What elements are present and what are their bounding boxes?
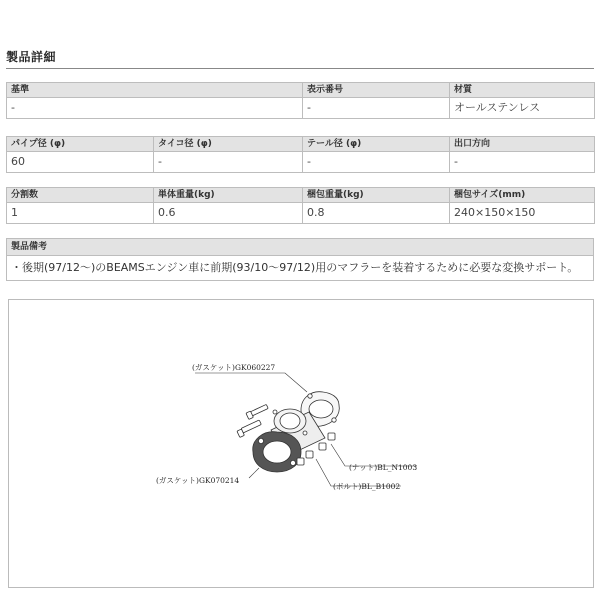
- parts-diagram: [8, 299, 594, 588]
- product-notes: [6, 238, 594, 281]
- header-package-weight: 梱包重量(kg): [303, 188, 450, 203]
- value-silencer-diameter: -: [154, 152, 303, 173]
- label-bolt: (ボルト)BL_B1002: [333, 482, 401, 491]
- notes-header: 製品備考: [7, 239, 594, 256]
- spec-table-diameters: [6, 136, 595, 173]
- gasket-bottom-shape: [253, 432, 301, 472]
- value-tail-diameter: -: [303, 152, 450, 173]
- header-material: 材質: [450, 83, 595, 98]
- label-gasket-top: (ガスケット)GK060227: [192, 363, 276, 372]
- value-pipe-diameter: 60: [7, 152, 154, 173]
- value-material: オールステンレス: [450, 98, 595, 119]
- spec-table-material: [6, 82, 595, 119]
- value-standard: -: [7, 98, 303, 119]
- value-package-weight: 0.8: [303, 203, 450, 224]
- value-segments: 1: [7, 203, 154, 224]
- label-nut: (ナット)BL_N1003: [349, 463, 418, 472]
- parts-diagram-svg: [9, 300, 593, 587]
- value-package-size: 240×150×150: [450, 203, 595, 224]
- header-package-size: 梱包サイズ(mm): [450, 188, 595, 203]
- header-unit-weight: 単体重量(kg): [154, 188, 303, 203]
- value-exit-direction: -: [450, 152, 595, 173]
- header-standard: 基準: [7, 83, 303, 98]
- leader-gasket-bottom: [249, 468, 259, 478]
- notes-text: ・後期(97/12〜)のBEAMSエンジン車に前期(93/10〜97/12)用のマフラーを装着するために必要な変換サポート。: [7, 256, 594, 281]
- header-segments: 分割数: [7, 188, 154, 203]
- value-unit-weight: 0.6: [154, 203, 303, 224]
- spec-table-weight: [6, 187, 595, 224]
- bolts-shape: [237, 404, 268, 437]
- header-exit-direction: 出口方向: [450, 137, 595, 152]
- header-silencer-diameter: タイコ径 (φ): [154, 137, 303, 152]
- label-gasket-bottom: (ガスケット)GK070214: [156, 476, 240, 485]
- leader-gasket-top: [195, 373, 307, 392]
- title-divider: [6, 68, 594, 69]
- value-display-number: -: [303, 98, 450, 119]
- header-tail-diameter: テール径 (φ): [303, 137, 450, 152]
- section-title: 製品詳細: [6, 50, 57, 64]
- header-pipe-diameter: パイプ径 (φ): [7, 137, 154, 152]
- header-display-number: 表示番号: [303, 83, 450, 98]
